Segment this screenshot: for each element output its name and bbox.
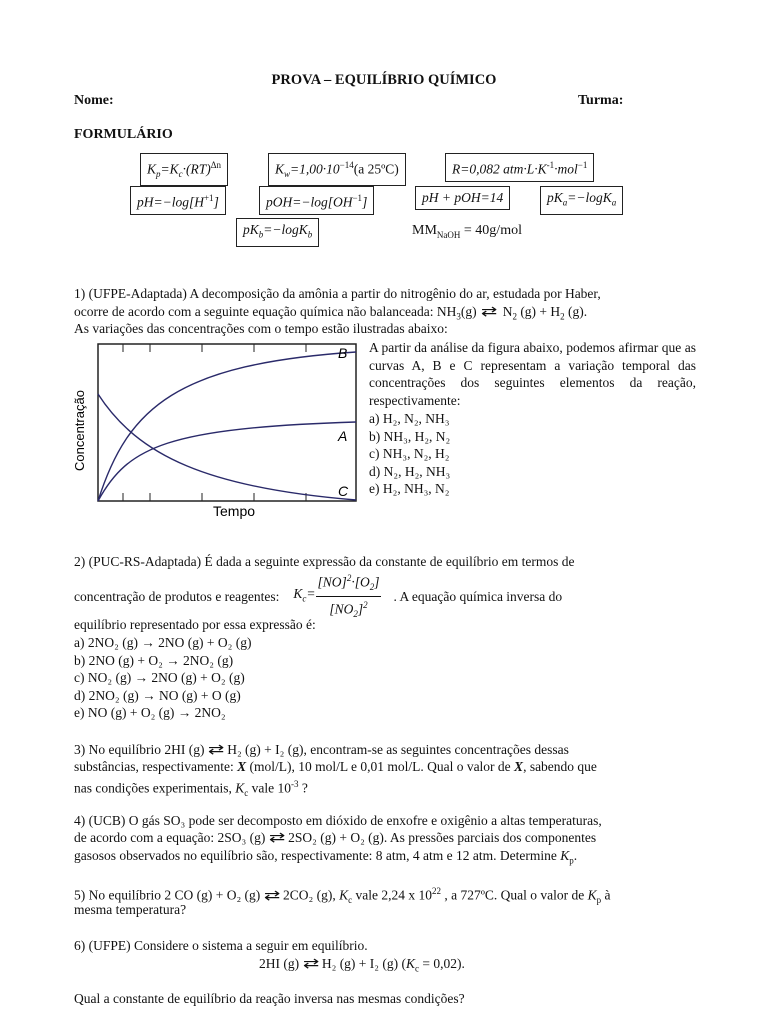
q4-line1: 4) (UCB) O gás SO₃ pode ser decomposto em dióxido de enxofre e oxigênio a altas temperaturas, bbox=[74, 813, 602, 828]
formula-pka: $pK_a=-\log K_a$ bbox=[540, 186, 623, 215]
y-axis-label: Concentração bbox=[72, 390, 87, 471]
q6-line1: 6) (UFPE) Considere o sistema a seguir em equilíbrio. bbox=[74, 938, 368, 953]
formula-pkb: $pK_b=-\log K_b$ bbox=[236, 218, 319, 247]
chart-ticks bbox=[123, 344, 306, 501]
q6-line2: 2HI (g) ⇄ H₂ (g) + I₂ (g) $(K_c = 0,02)$. bbox=[259, 956, 465, 974]
q1-option-c[interactable]: c) NH₃, N₂, H₂ bbox=[369, 446, 450, 461]
q2-option-a[interactable]: a) 2NO₂ (g) → 2NO (g) + O₂ (g) bbox=[74, 635, 252, 650]
q3-line1: 3) No equilíbrio 2HI (g) ⇄ H₂ (g) + I₂ (g), encontram-se as seguintes concentrações dessas bbox=[74, 742, 569, 758]
x-axis-label: Tempo bbox=[213, 503, 256, 519]
q1-option-b[interactable]: b) NH₃, H₂, N₂ bbox=[369, 428, 451, 444]
q1-line1: 1) (UFPE-Adaptada) A decomposição da amônia a partir do nitrogênio do ar, estudada por Haber, bbox=[74, 286, 601, 301]
q2-line3: equilíbrio representado por essa expressão é: bbox=[74, 617, 316, 632]
curve-b bbox=[98, 352, 356, 501]
curve-c bbox=[98, 394, 356, 500]
formula-ph: $pH=-\log[H^{+1}]$ bbox=[130, 186, 226, 215]
equilibrium-arrow-icon: ⇄ bbox=[302, 956, 319, 972]
q2-line1: 2) (PUC-RS-Adaptada) É dada a seguinte expressão da constante de equilíbrio em termos de bbox=[74, 554, 575, 569]
q1-side-text: A partir da análise da figura abaixo, podemos afirmar que as curvas A, B e C representam a variação temporal das concentrações dos seguintes elementos da reação, respectivamente: bbox=[369, 340, 696, 408]
formula-kw: $K_w=1,00\cdot 10^{-14}(a$ 25ºC) bbox=[268, 153, 406, 186]
kc-fraction: $\frac{[NO]^2\cdot[O_2]}{[NO_2]^2}$ bbox=[316, 570, 382, 623]
formula-ph-poh-sum: pH + pOH=14 bbox=[415, 186, 510, 210]
curve-a bbox=[98, 422, 356, 501]
q5-line1: 5) No equilíbrio 2 CO (g) + O₂ (g) ⇄ 2CO₂ (g), $K_c$ vale 2,24 x $10^{22}$ , a 727ºC. Qual o valor de $K_p$ à bbox=[74, 886, 611, 906]
equilibrium-arrow-icon: ⇄ bbox=[480, 304, 496, 320]
formula-kp: $K_p=K_c\cdot(RT)^{\Delta n}$ bbox=[140, 153, 228, 186]
concentration-time-chart bbox=[68, 336, 368, 522]
turma-label: Turma: bbox=[578, 93, 624, 108]
q4-line2: de acordo com a equação: 2SO₃ (g) ⇄ 2SO₂ (g) + O₂ (g). As pressões parciais dos componentes bbox=[74, 830, 597, 846]
nome-label: Nome: bbox=[74, 93, 114, 108]
formula-r: R=0,082 $atm\cdot L\cdot K^{-1}\cdot mol^{-1}$ bbox=[445, 153, 594, 182]
formula-poh: $pOH=-\log[OH^{-1}]$ bbox=[259, 186, 374, 215]
q1-option-e[interactable]: e) H₂, NH₃, N₂ bbox=[369, 481, 450, 496]
equilibrium-arrow-icon: ⇄ bbox=[208, 742, 224, 758]
q5-line2: mesma temperatura? bbox=[74, 902, 187, 917]
q1-option-d[interactable]: d) N₂, H₂, NH₃ bbox=[369, 463, 451, 479]
equilibrium-arrow-icon: ⇄ bbox=[269, 830, 285, 846]
series-label-b: B bbox=[338, 345, 348, 361]
q4-line3: gasosos observados no equilíbrio são, respectivamente: 8 atm, 4 atm e 12 atm. Determine $K_p$. bbox=[74, 848, 578, 866]
formulario-label: FORMULÁRIO bbox=[74, 127, 173, 142]
chart-plot-frame bbox=[98, 344, 356, 501]
series-label-c: C bbox=[338, 483, 349, 499]
q3-line2: substâncias, respectivamente: X (mol/L), 10 mol/L e 0,01 mol/L. Qual o valor de X, sabendo que bbox=[74, 759, 597, 774]
q2-options bbox=[74, 634, 251, 722]
q2-option-e[interactable]: e) NO (g) + O₂ (g) → 2NO₂ bbox=[74, 705, 226, 720]
q1-option-a[interactable]: a) H₂, N₂, NH₃ bbox=[369, 411, 450, 426]
q1-line2: ocorre de acordo com a seguinte equação química não balanceada: $NH_3(g)$ ⇄ $N_2$ $(g) + H_2$ (g). bbox=[74, 304, 588, 322]
q2-option-b[interactable]: b) 2NO (g) + O₂ → 2NO₂ (g) bbox=[74, 652, 234, 668]
q2-option-c[interactable]: c) NO₂ (g) → 2NO (g) + O₂ (g) bbox=[74, 670, 245, 685]
formula-mm-naoh: $MM_{NaOH} = 40g/mol$ bbox=[412, 223, 522, 240]
q2-option-d[interactable]: d) 2NO₂ (g) → NO (g) + O (g) bbox=[74, 687, 241, 703]
series-label-a: A bbox=[338, 428, 348, 444]
q1-options bbox=[369, 410, 450, 498]
equilibrium-arrow-icon: ⇄ bbox=[264, 887, 280, 904]
q2-line2: concentração de produtos e reagentes: $K_c=$ $\frac{[NO]^2\cdot[O_2]}{[NO_2]^2}$ . A equação química inversa do bbox=[74, 570, 562, 623]
page-title: PROVA – EQUILÍBRIO QUÍMICO bbox=[271, 72, 497, 88]
q1-line3: As variações das concentrações com o tempo estão ilustradas abaixo: bbox=[74, 321, 448, 336]
q6-line3: Qual a constante de equilíbrio da reação inversa nas mesmas condições? bbox=[74, 991, 465, 1006]
q3-line3: nas condições experimentais, $K_c$ vale $10^{-3}$ ? bbox=[74, 779, 308, 799]
